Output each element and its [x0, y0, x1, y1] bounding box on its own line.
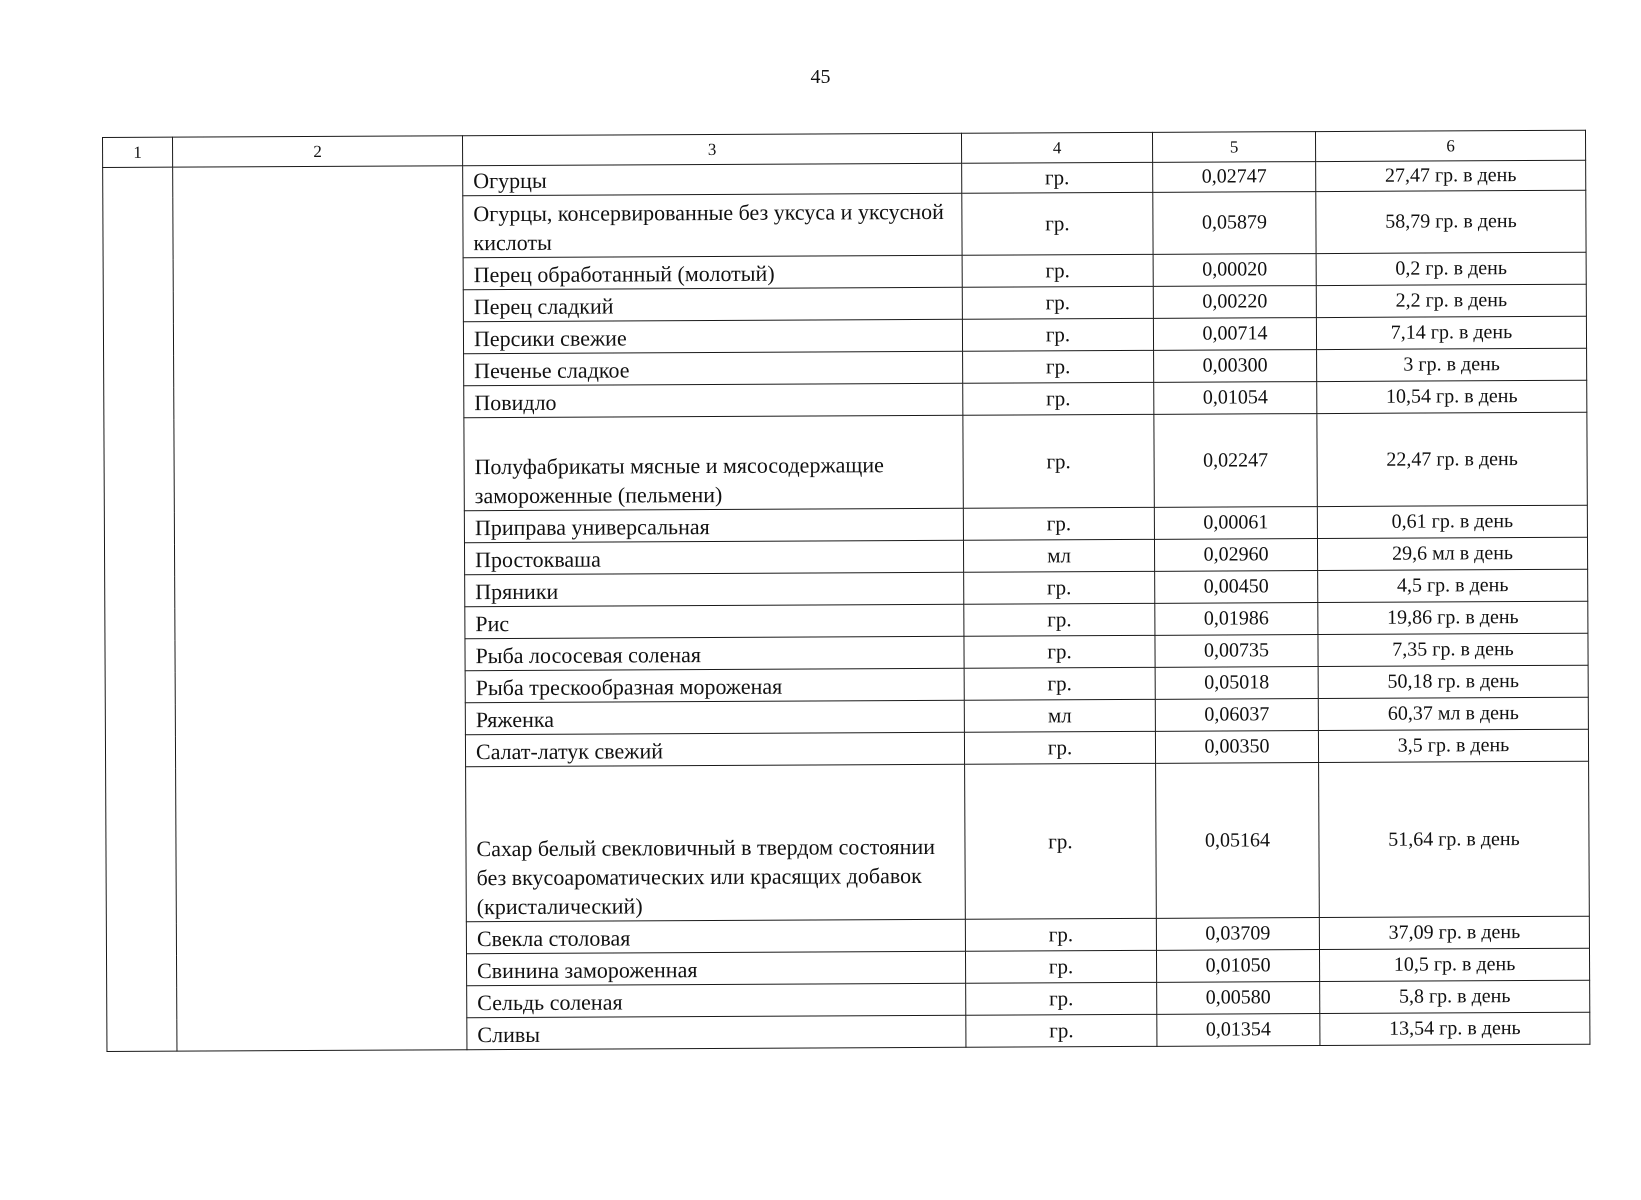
daily-norm-cell: 51,64 гр. в день	[1319, 761, 1590, 917]
product-name-cell: Сливы	[467, 1015, 966, 1049]
daily-norm-cell: 7,35 гр. в день	[1318, 633, 1588, 666]
unit-cell: гр.	[962, 192, 1153, 255]
coefficient-cell: 0,06037	[1155, 699, 1318, 732]
coefficient-cell: 0,00450	[1155, 571, 1318, 604]
col1-blank-cell	[103, 167, 177, 1051]
daily-norm-cell: 0,2 гр. в день	[1316, 252, 1586, 285]
coefficient-cell: 0,02960	[1154, 539, 1317, 572]
coefficient-cell: 0,01054	[1154, 382, 1317, 415]
coefficient-cell: 0,02747	[1153, 162, 1316, 193]
unit-cell: гр.	[963, 350, 1154, 383]
coefficient-cell: 0,05018	[1155, 667, 1318, 700]
daily-norm-cell: 4,5 гр. в день	[1318, 569, 1588, 602]
unit-cell: гр.	[964, 603, 1155, 636]
unit-cell: гр.	[963, 382, 1154, 415]
coefficient-cell: 0,01050	[1156, 950, 1319, 983]
daily-norm-cell: 19,86 гр. в день	[1318, 601, 1588, 634]
product-name-cell: Рыба лососевая соленая	[465, 636, 964, 670]
daily-norm-cell: 37,09 гр. в день	[1319, 916, 1589, 949]
coefficient-cell: 0,01354	[1157, 1014, 1320, 1047]
daily-norm-cell: 0,61 гр. в день	[1317, 505, 1587, 538]
column-header: 3	[462, 133, 961, 165]
unit-cell: гр.	[965, 918, 1156, 951]
coefficient-cell: 0,00735	[1155, 635, 1318, 668]
unit-cell: гр.	[966, 1014, 1157, 1047]
product-name-cell: Приправа универсальная	[464, 508, 963, 542]
product-name-cell: Простокваша	[464, 540, 963, 574]
daily-norm-cell: 10,54 гр. в день	[1317, 380, 1587, 413]
coefficient-cell: 0,00300	[1154, 350, 1317, 383]
product-name-cell: Свекла столовая	[466, 919, 965, 953]
daily-norm-cell: 22,47 гр. в день	[1317, 412, 1587, 506]
unit-cell: гр.	[966, 982, 1157, 1015]
unit-cell: гр.	[965, 763, 1157, 919]
daily-norm-cell: 10,5 гр. в день	[1319, 948, 1589, 981]
product-name-cell: Повидло	[464, 383, 963, 417]
product-name-cell: Полуфабрикаты мясные и мясосодержащие замороженные (пельмени)	[464, 415, 963, 510]
unit-cell: гр.	[964, 731, 1155, 764]
column-header: 6	[1315, 130, 1585, 161]
coefficient-cell: 0,00061	[1154, 507, 1317, 540]
daily-norm-cell: 2,2 гр. в день	[1316, 284, 1586, 317]
product-name-cell: Рис	[465, 604, 964, 638]
coefficient-cell: 0,01986	[1155, 603, 1318, 636]
coefficient-cell: 0,00714	[1153, 318, 1316, 351]
daily-norm-cell: 3 гр. в день	[1317, 348, 1587, 381]
daily-norm-cell: 50,18 гр. в день	[1318, 665, 1588, 698]
product-name-cell: Огурцы	[463, 163, 962, 195]
coefficient-cell: 0,02247	[1154, 414, 1317, 508]
daily-norm-cell: 58,79 гр. в день	[1316, 190, 1586, 253]
unit-cell: мл	[964, 699, 1155, 732]
unit-cell: гр.	[963, 507, 1154, 540]
column-header: 1	[103, 137, 173, 167]
product-name-cell: Свинина замороженная	[466, 951, 965, 985]
daily-norm-cell: 5,8 гр. в день	[1320, 980, 1590, 1013]
unit-cell: гр.	[964, 571, 1155, 604]
column-header: 2	[173, 136, 463, 167]
product-norms-table	[102, 130, 1590, 1052]
col2-blank-cell	[173, 166, 467, 1051]
coefficient-cell: 0,00580	[1157, 982, 1320, 1015]
unit-cell: гр.	[962, 162, 1153, 193]
daily-norm-cell: 29,6 мл в день	[1317, 537, 1587, 570]
daily-norm-cell: 27,47 гр. в день	[1316, 160, 1586, 191]
product-name-cell: Перец сладкий	[463, 287, 962, 321]
product-name-cell: Салат-латук свежий	[465, 732, 964, 766]
product-name-cell: Перец обработанный (молотый)	[463, 255, 962, 289]
column-header: 4	[961, 132, 1152, 163]
coefficient-cell: 0,00350	[1155, 731, 1318, 764]
product-name-cell: Сельдь соленая	[467, 983, 966, 1017]
daily-norm-cell: 7,14 гр. в день	[1316, 316, 1586, 349]
unit-cell: гр.	[964, 635, 1155, 668]
unit-cell: гр.	[962, 286, 1153, 319]
unit-cell: гр.	[963, 414, 1154, 508]
coefficient-cell: 0,03709	[1156, 918, 1319, 951]
product-name-cell: Рыба трескообразная мороженая	[465, 668, 964, 702]
unit-cell: гр.	[962, 254, 1153, 287]
coefficient-cell: 0,00220	[1153, 286, 1316, 319]
product-name-cell: Сахар белый свекловичный в твердом состоянии без вкусоароматических или красящих добавок (кристалический)	[466, 764, 966, 921]
daily-norm-cell: 60,37 мл в день	[1318, 697, 1588, 730]
unit-cell: гр.	[962, 318, 1153, 351]
product-name-cell: Пряники	[465, 572, 964, 606]
coefficient-cell: 0,00020	[1153, 254, 1316, 287]
product-name-cell: Печенье сладкое	[464, 351, 963, 385]
unit-cell: гр.	[964, 667, 1155, 700]
unit-cell: мл	[963, 539, 1154, 572]
coefficient-cell: 0,05879	[1153, 192, 1316, 255]
page-number: 45	[810, 66, 831, 88]
daily-norm-cell: 3,5 гр. в день	[1318, 729, 1588, 762]
product-name-cell: Персики свежие	[463, 319, 962, 353]
column-header: 5	[1152, 132, 1315, 163]
product-name-cell: Огурцы, консервированные без уксуса и уксусной кислоты	[463, 193, 962, 257]
unit-cell: гр.	[965, 950, 1156, 983]
daily-norm-cell: 13,54 гр. в день	[1320, 1012, 1590, 1045]
product-name-cell: Ряженка	[465, 700, 964, 734]
coefficient-cell: 0,05164	[1156, 763, 1320, 919]
